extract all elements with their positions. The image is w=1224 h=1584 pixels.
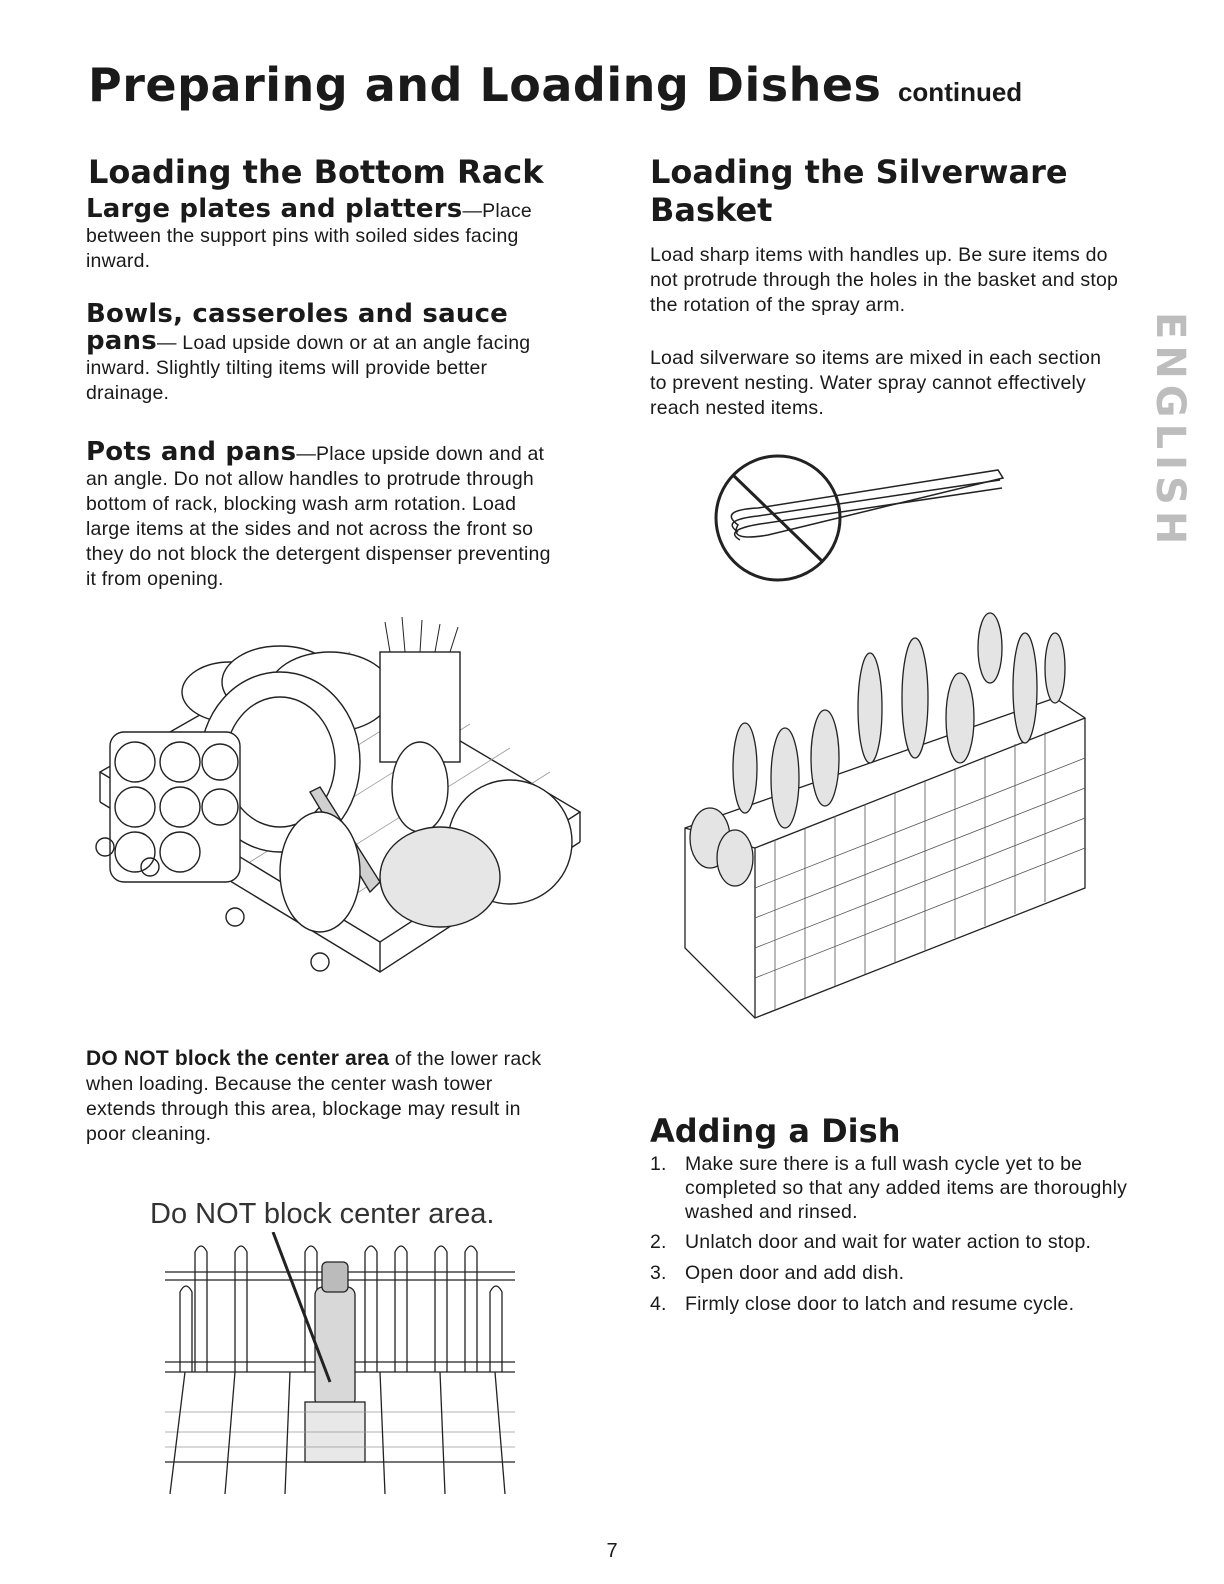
pots-paragraph <box>86 437 566 592</box>
silverware-basket-illustration <box>675 608 1095 1028</box>
adding-dish-heading: Adding a Dish <box>650 1112 901 1150</box>
page-title <box>88 58 1022 112</box>
bowls-text: — Load upside down or at an angle facing inward. Slightly tilting items will provide better drainage. <box>86 332 531 404</box>
bottom-rack-heading: Loading the Bottom Rack <box>88 153 544 191</box>
list-item <box>650 1230 1150 1254</box>
silverware-heading-line2: Basket <box>650 191 773 229</box>
list-item <box>650 1152 1150 1224</box>
step-text: Unlatch door and wait for water action to stop. <box>685 1231 1092 1253</box>
step-text: Make sure there is a full wash cycle yet to be completed so that any added items are thoroughly washed and rinsed. <box>685 1153 1128 1223</box>
page-title-suffix: continued <box>897 77 1023 107</box>
silverware-paragraph-1: Load sharp items with handles up. Be sure items do not protrude through the holes in the basket and stop the rotation of the spray arm. <box>650 244 1119 316</box>
wash-tower-illustration <box>165 1232 515 1494</box>
center-area-lead: DO NOT block the center area <box>86 1047 390 1070</box>
silverware-heading-line1: Loading the Silverware <box>650 153 1068 191</box>
no-nesting-spoons-icon <box>708 450 1028 590</box>
center-area-text: of the lower rack when loading. Because the center wash tower extends through this area, blockage may result in poor cleaning. <box>86 1048 542 1145</box>
large-plates-text: —Place between the support pins with soiled sides facing inward. <box>86 200 532 272</box>
step-number: 3. <box>650 1262 667 1284</box>
list-item <box>650 1261 1150 1285</box>
center-area-paragraph <box>86 1046 556 1147</box>
large-plates-paragraph <box>86 194 566 274</box>
step-number: 4. <box>650 1293 667 1315</box>
step-text: Firmly close door to latch and resume cycle. <box>685 1293 1075 1315</box>
language-side-tab-text: ENGLISH <box>1147 312 1193 551</box>
bowls-lead: Bowls, casseroles and sauce pans <box>86 299 509 356</box>
step-text: Open door and add dish. <box>685 1262 905 1284</box>
list-item <box>650 1292 1150 1316</box>
step-number: 2. <box>650 1231 667 1253</box>
bottom-rack-illustration <box>80 612 590 1002</box>
center-area-caption: Do NOT block center area. <box>150 1198 495 1230</box>
silverware-heading <box>650 153 1068 229</box>
adding-dish-steps <box>650 1152 1150 1316</box>
language-side-tab <box>1147 312 1193 551</box>
silverware-paragraph-2: Load silverware so items are mixed in each section to prevent nesting. Water spray cannot effectively reach nested items. <box>650 347 1102 419</box>
bowls-paragraph <box>86 299 566 406</box>
page-title-text: Preparing and Loading Dishes <box>88 58 882 112</box>
pots-lead: Pots and pans <box>86 437 297 467</box>
page-number: 7 <box>606 1540 618 1562</box>
pots-text: —Place upside down and at an angle. Do not allow handles to protrude through bottom of rack, blocking wash arm rotation. Load large items at the sides and not across the front so they do not block the detergent dispenser preventing it from opening. <box>86 443 551 590</box>
step-number: 1. <box>650 1153 667 1175</box>
large-plates-lead: Large plates and platters <box>86 194 463 224</box>
